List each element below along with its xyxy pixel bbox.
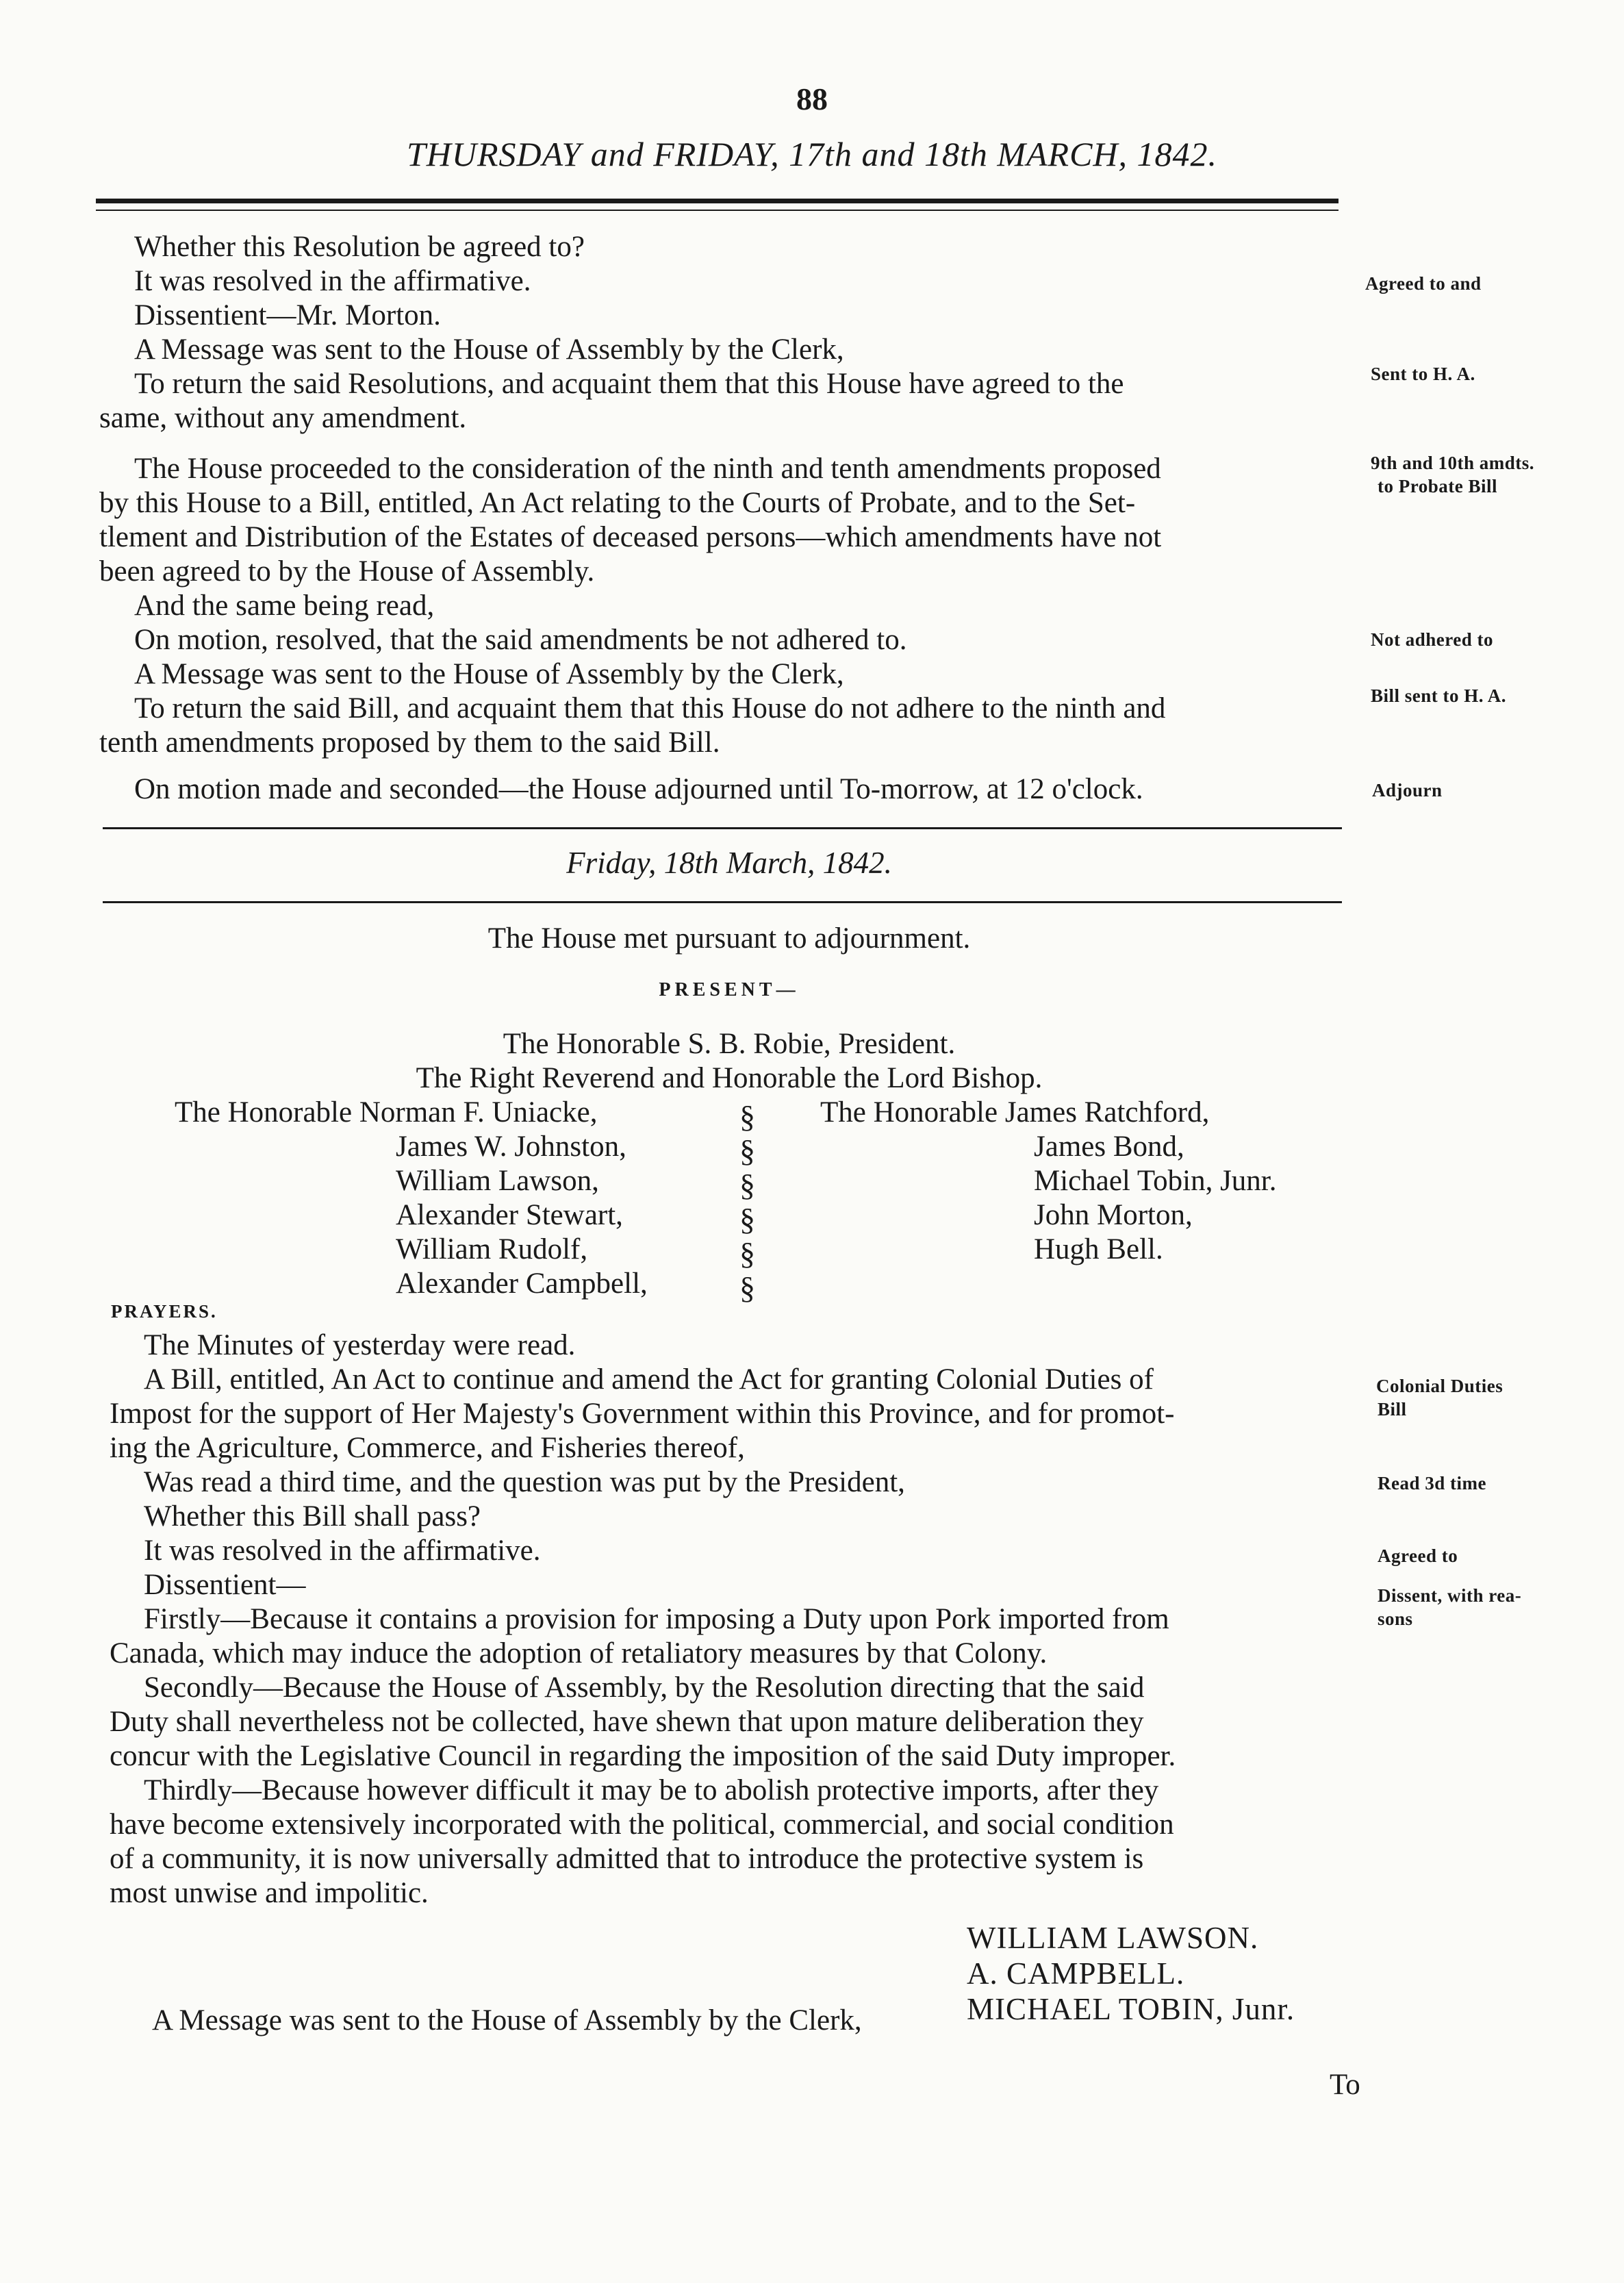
member-left: James W. Johnston, <box>396 1131 626 1163</box>
text-line: Secondly—Because the House of Assembly, by the Resolution directing that the said <box>144 1672 1145 1704</box>
margin-note: Bill sent to H. A. <box>1371 685 1507 706</box>
member-right: The Honorable James Ratchford, <box>820 1096 1210 1128</box>
margin-note: Not adhered to <box>1371 629 1493 650</box>
text-line: A Message was sent to the House of Assembly by the Clerk, <box>134 333 844 366</box>
section-rule <box>103 827 1342 829</box>
text-line: Whether this Resolution be agreed to? <box>134 231 585 263</box>
text-line: Dissentient—Mr. Morton. <box>134 299 441 331</box>
section-mark: § <box>739 1099 755 1134</box>
member-left: William Lawson, <box>396 1165 599 1197</box>
text-line: It was resolved in the affirmative. <box>144 1535 541 1567</box>
member-left: The Honorable Norman F. Uniacke, <box>175 1096 598 1128</box>
text-line: To return the said Resolutions, and acquaint them that this House have agreed to the <box>134 368 1124 400</box>
signature: MICHAEL TOBIN, Junr. <box>967 1992 1295 2026</box>
section-rule <box>103 901 1342 903</box>
member-right: Hugh Bell. <box>1034 1233 1163 1265</box>
margin-note: Bill <box>1378 1399 1407 1420</box>
catchword: To <box>1330 2069 1360 2101</box>
text-line: Dissentient— <box>144 1569 306 1601</box>
text-line: And the same being read, <box>134 590 435 622</box>
section-mark: § <box>739 1202 755 1237</box>
text-line: ing the Agriculture, Commerce, and Fisheries thereof, <box>110 1432 745 1464</box>
text-line: Whether this Bill shall pass? <box>144 1500 481 1532</box>
text-line: On motion made and seconded—the House adjourned until To-morrow, at 12 o'clock. <box>134 773 1143 805</box>
signature: WILLIAM LAWSON. <box>967 1921 1259 1955</box>
member-left: William Rudolf, <box>396 1233 588 1265</box>
page-header: THURSDAY and FRIDAY, 17th and 18th MARCH, 1842. <box>406 135 1218 173</box>
text-line: Firstly—Because it contains a provision for imposing a Duty upon Pork imported from <box>144 1603 1169 1635</box>
margin-note: to Probate Bill <box>1378 476 1497 496</box>
header-rule-thick <box>96 199 1338 203</box>
text-line: been agreed to by the House of Assembly. <box>99 555 595 588</box>
margin-note: Agreed to <box>1378 1546 1458 1566</box>
member-left: Alexander Stewart, <box>396 1199 623 1231</box>
section-mark: § <box>739 1133 755 1168</box>
member-right: John Morton, <box>1034 1199 1193 1231</box>
margin-note: Sent to H. A. <box>1371 364 1475 384</box>
text-line: Canada, which may induce the adoption of retaliatory measures by that Colony. <box>110 1637 1048 1669</box>
member-right: Michael Tobin, Junr. <box>1034 1165 1277 1197</box>
bishop-line: The Right Reverend and Honorable the Lord Bishop. <box>416 1062 1043 1094</box>
text-line: A Bill, entitled, An Act to continue and amend the Act for granting Colonial Duties of <box>144 1363 1154 1396</box>
text-line: A Message was sent to the House of Assembly by the Clerk, <box>152 2004 862 2036</box>
text-line: by this House to a Bill, entitled, An Act relating to the Courts of Probate, and to the Set- <box>99 487 1136 519</box>
margin-note: Read 3d time <box>1378 1473 1486 1493</box>
section-mark: § <box>739 1236 755 1271</box>
margin-note: Agreed to and <box>1365 273 1482 294</box>
signature: A. CAMPBELL. <box>967 1956 1185 1991</box>
text-line: Was read a third time, and the question was put by the President, <box>144 1466 905 1498</box>
text-line: tlement and Distribution of the Estates of deceased persons—which amendments have not <box>99 521 1162 553</box>
text-line: It was resolved in the affirmative. <box>134 265 531 297</box>
text-line: concur with the Legislative Council in regarding the imposition of the said Duty improper. <box>110 1740 1176 1772</box>
page-number: 88 <box>796 81 828 116</box>
met-line: The House met pursuant to adjournment. <box>487 922 971 955</box>
text-line: Thirdly—Because however difficult it may be to abolish protective imports, after they <box>144 1774 1159 1806</box>
margin-note: Dissent, with rea- <box>1378 1585 1522 1606</box>
member-left: Alexander Campbell, <box>396 1267 648 1300</box>
text-line: The Minutes of yesterday were read. <box>144 1329 576 1361</box>
friday-heading: Friday, 18th March, 1842. <box>566 846 892 880</box>
member-right: James Bond, <box>1034 1131 1184 1163</box>
text-line: of a community, it is now universally admitted that to introduce the protective system is <box>110 1843 1144 1875</box>
president-line: The Honorable S. B. Robie, President. <box>503 1028 956 1060</box>
margin-note: 9th and 10th amdts. <box>1371 453 1535 473</box>
text-line: have become extensively incorporated with the political, commercial, and social condition <box>110 1808 1174 1841</box>
text-line: To return the said Bill, and acquaint them that this House do not adhere to the ninth and <box>134 692 1166 724</box>
text-line: same, without any amendment. <box>99 402 467 434</box>
section-mark: § <box>739 1168 755 1202</box>
section-mark: § <box>739 1270 755 1305</box>
text-line: most unwise and impolitic. <box>110 1877 429 1909</box>
present-label: PRESENT— <box>659 979 800 1000</box>
text-line: Impost for the support of Her Majesty's Government within this Province, and for promot- <box>110 1398 1175 1430</box>
prayers-label: PRAYERS. <box>111 1301 218 1322</box>
text-line: Duty shall nevertheless not be collected, have shewn that upon mature deliberation they <box>110 1706 1144 1738</box>
text-line: On motion, resolved, that the said amendments be not adhered to. <box>134 624 907 656</box>
header-rule-thin <box>96 210 1338 211</box>
text-line: A Message was sent to the House of Assembly by the Clerk, <box>134 658 844 690</box>
margin-note: Colonial Duties <box>1376 1376 1504 1396</box>
text-line: The House proceeded to the consideration of the ninth and tenth amendments proposed <box>134 453 1161 485</box>
text-line: tenth amendments proposed by them to the said Bill. <box>99 727 720 759</box>
margin-note: sons <box>1378 1609 1413 1629</box>
margin-note: Adjourn <box>1372 780 1443 800</box>
